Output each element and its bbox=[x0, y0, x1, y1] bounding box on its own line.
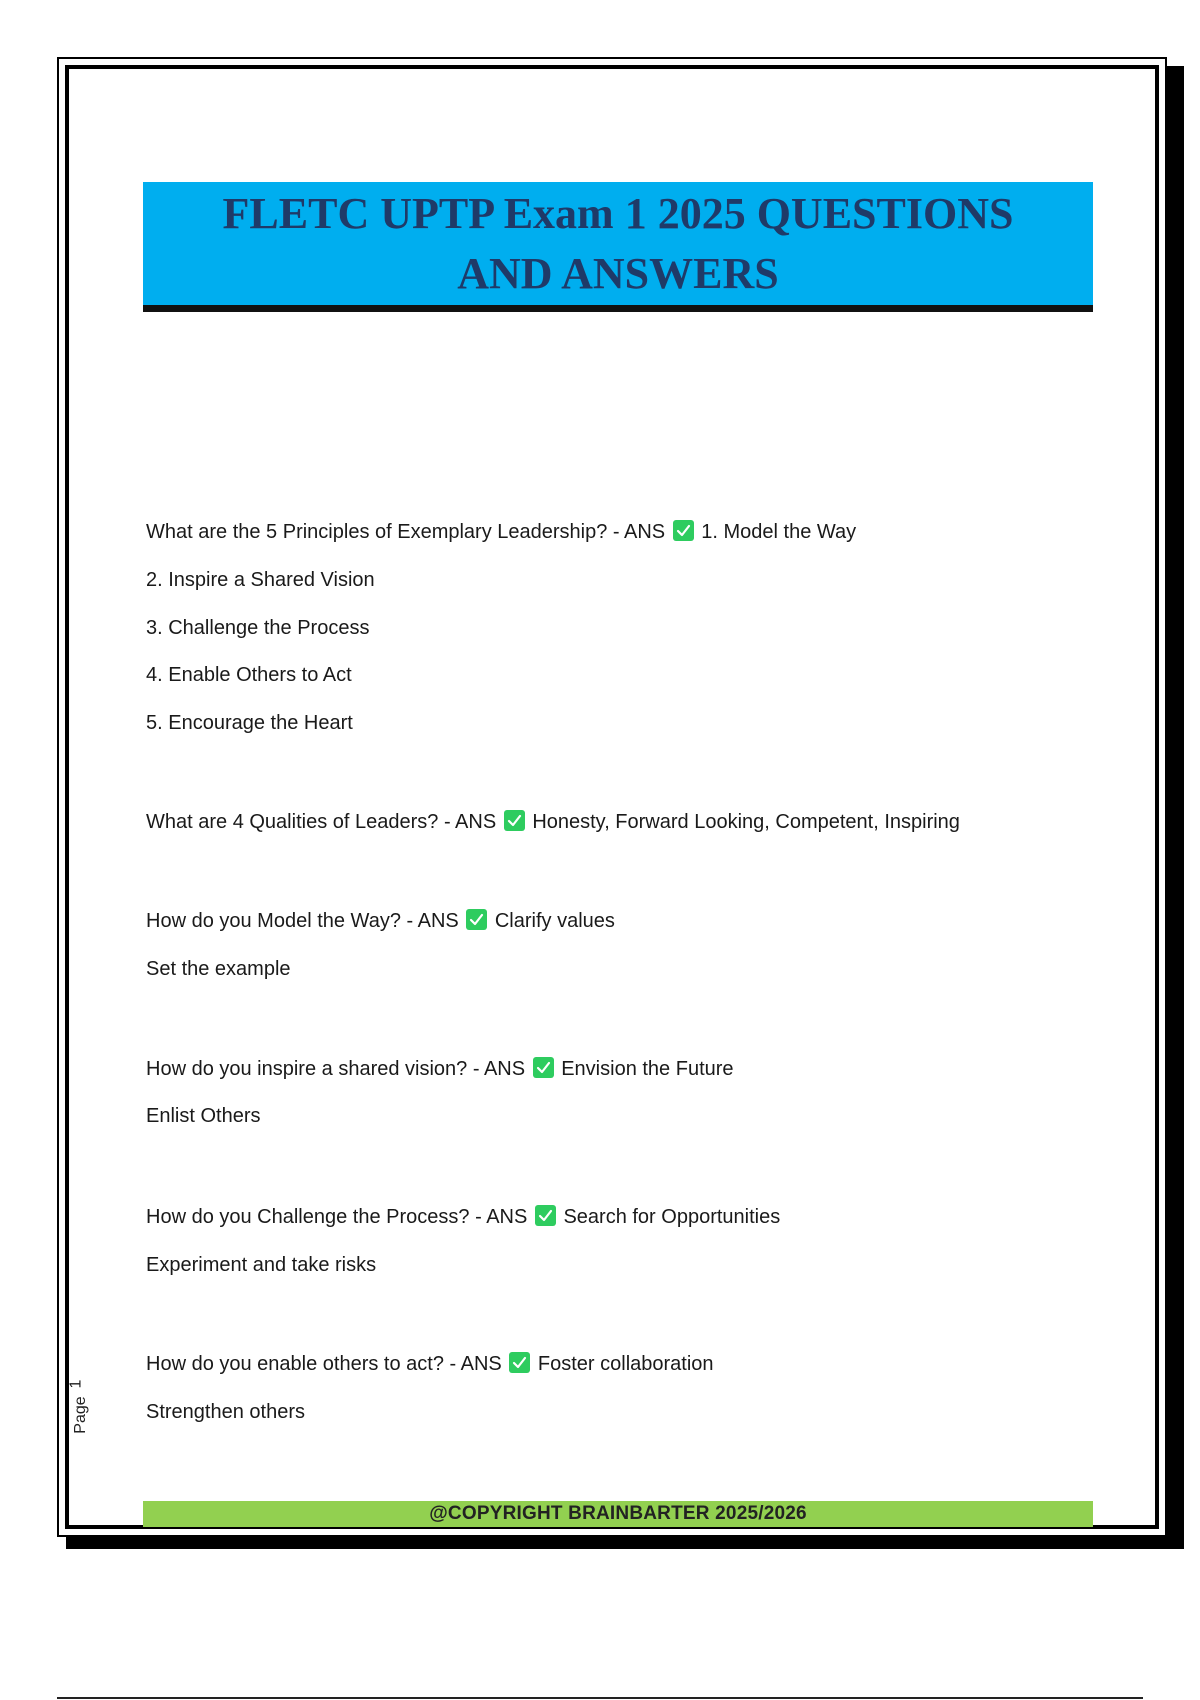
answer-line: 3. Challenge the Process bbox=[146, 617, 370, 639]
question-text: What are the 5 Principles of Exemplary Leadership? - ANS bbox=[146, 521, 666, 543]
answer-text: Foster collaboration bbox=[537, 1353, 714, 1375]
title-line-1: FLETC UPTP Exam 1 2025 QUESTIONS bbox=[222, 188, 1014, 238]
qa-question-line bbox=[146, 1350, 714, 1378]
check-icon bbox=[533, 1057, 554, 1078]
question-text: How do you Challenge the Process? - ANS bbox=[146, 1206, 528, 1228]
page-number: 1 bbox=[67, 1379, 85, 1389]
answer-line: 5. Encourage the Heart bbox=[146, 712, 353, 734]
page-title bbox=[203, 184, 1034, 304]
answer-line: 4. Enable Others to Act bbox=[146, 664, 352, 686]
footer-bar bbox=[143, 1501, 1093, 1527]
question-text: How do you inspire a shared vision? - ANS bbox=[146, 1058, 526, 1080]
bottom-rule bbox=[57, 1697, 1143, 1699]
answer-text: Envision the Future bbox=[561, 1058, 734, 1080]
answer-text: Search for Opportunities bbox=[563, 1206, 781, 1228]
title-banner bbox=[143, 182, 1093, 312]
qa-question-line bbox=[146, 808, 960, 836]
check-icon bbox=[535, 1205, 556, 1226]
qa-question-line bbox=[146, 1055, 734, 1083]
answer-line: Strengthen others bbox=[146, 1401, 305, 1423]
page-label bbox=[51, 1396, 111, 1434]
check-icon bbox=[466, 909, 487, 930]
question-text: How do you enable others to act? - ANS bbox=[146, 1353, 502, 1375]
answer-line: Experiment and take risks bbox=[146, 1254, 377, 1276]
answer-line: Enlist Others bbox=[146, 1105, 261, 1127]
title-line-2: AND ANSWERS bbox=[457, 248, 779, 298]
answer-text: 1. Model the Way bbox=[701, 521, 857, 543]
question-text: What are 4 Qualities of Leaders? - ANS bbox=[146, 811, 497, 833]
page-label-text: Page bbox=[72, 1396, 89, 1434]
answer-text: Clarify values bbox=[494, 910, 615, 932]
answer-line: Set the example bbox=[146, 958, 291, 980]
answer-line: 2. Inspire a Shared Vision bbox=[146, 569, 375, 591]
check-icon bbox=[509, 1352, 530, 1373]
answer-text: Honesty, Forward Looking, Competent, Inspiring bbox=[532, 811, 960, 833]
qa-question-line bbox=[146, 907, 615, 935]
qa-question-line bbox=[146, 518, 856, 546]
question-text: How do you Model the Way? - ANS bbox=[146, 910, 459, 932]
check-icon bbox=[504, 810, 525, 831]
qa-question-line bbox=[146, 1203, 780, 1231]
check-icon bbox=[673, 520, 694, 541]
copyright-text: @COPYRIGHT BRAINBARTER 2025/2026 bbox=[429, 1503, 807, 1524]
